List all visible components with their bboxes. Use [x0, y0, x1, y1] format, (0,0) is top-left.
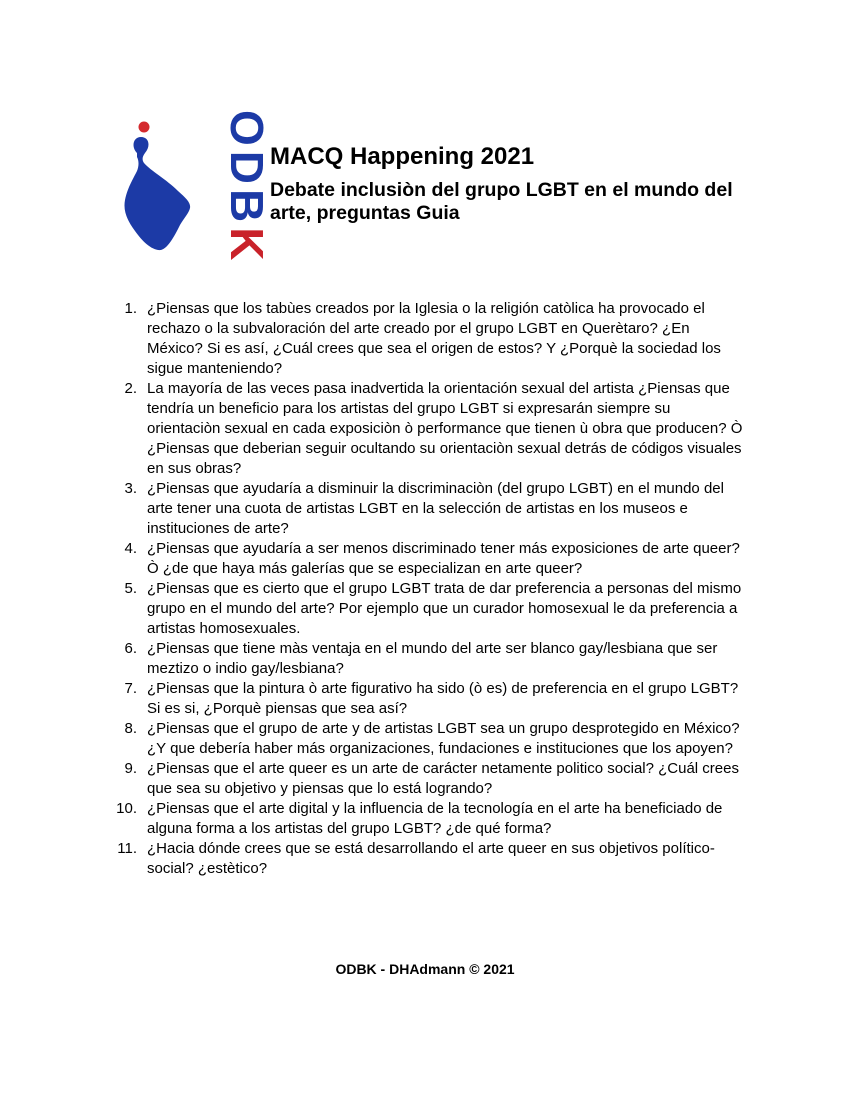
question-item: [100, 839, 750, 879]
question-text: ¿Piensas que la pintura ò arte figurativo ha sido (ò es) de preferencia en el grupo LGBT? Si es si, ¿Porquè piensas que sea así?: [147, 680, 739, 717]
page-title: MACQ Happening 2021: [270, 143, 535, 170]
question-item: [100, 579, 750, 639]
question-item: [100, 799, 750, 839]
question-number: 8.: [124, 720, 137, 737]
question-text: ¿Piensas que tiene màs ventaja en el mundo del arte ser blanco gay/lesbiana que ser meztizo o indio gay/lesbiana?: [147, 640, 718, 677]
question-text: ¿Hacia dónde crees que se está desarrollando el arte queer en sus objetivos político-social? ¿estètico?: [147, 840, 715, 877]
question-number: 9.: [124, 760, 137, 777]
odbk-letters-blue: ODB: [221, 110, 273, 228]
question-text: ¿Piensas que ayudaría a disminuir la discriminaciòn (del grupo LGBT) en el mundo del arte tener una cuota de artistas LGBT en la selección de artistas en los museos e instituciones de arte?: [147, 480, 724, 537]
question-text: ¿Piensas que el arte queer es un arte de carácter netamente politico social? ¿Cuál crees que sea su objetivo y piensas que lo está logrando?: [147, 760, 739, 797]
question-item: [100, 479, 750, 539]
question-item: [100, 639, 750, 679]
question-number: 10.: [116, 800, 137, 817]
logo-blob-icon: [124, 137, 190, 250]
question-text: ¿Piensas que ayudaría a ser menos discriminado tener más exposiciones de arte queer? Ò ¿de que haya más galerías que se especializan en arte queer?: [147, 540, 740, 577]
question-number: 1.: [124, 300, 137, 317]
question-item: [100, 539, 750, 579]
question-number: 6.: [124, 640, 137, 657]
question-number: 7.: [124, 680, 137, 697]
odbk-letter-red: K: [221, 227, 273, 266]
question-item: [100, 719, 750, 759]
question-item: [100, 679, 750, 719]
question-number: 4.: [124, 540, 137, 557]
question-text: ¿Piensas que los tabùes creados por la Iglesia o la religión catòlica ha provocado el rechazo o la subvaloración del arte creado por el grupo LGBT en Querètaro? ¿En México? Si es así, ¿Cuál crees que sea el origen de estos? Y ¿Porquè la sociedad los sigue manteniendo?: [147, 300, 721, 377]
question-text: ¿Piensas que es cierto que el grupo LGBT trata de dar preferencia a personas del mismo grupo en el mundo del arte? Por ejemplo que un curador homosexual le da preferencia a artistas homosexuales.: [147, 580, 742, 637]
odbk-wordmark: [221, 110, 273, 266]
question-number: 3.: [124, 480, 137, 497]
question-item: [100, 379, 750, 479]
question-text: ¿Piensas que el grupo de arte y de artistas LGBT sea un grupo desprotegido en México? ¿Y que debería haber más organizaciones, fundaciones e instituciones que los apoyen?: [147, 720, 740, 757]
page-subtitle: Debate inclusiòn del grupo LGBT en el mundo del arte, preguntas Guia: [270, 179, 733, 224]
question-item: [100, 299, 750, 379]
question-text: ¿Piensas que el arte digital y la influencia de la tecnología en el arte ha beneficiado de alguna forma a los artistas del grupo LGBT? ¿de qué forma?: [147, 800, 723, 837]
logo-red-dot-icon: [139, 122, 150, 133]
question-text: La mayoría de las veces pasa inadvertida la orientación sexual del artista ¿Piensas que tendría un beneficio para los artistas del grupo LGBT si expresarán siempre su orientaciòn sexual en cada exposiciòn ò performance que tienen ù obra que producen? Ò ¿Piensas que deberian seguir ocultando su orientaciòn sexual detrás de códigos visuales en sus obras?: [147, 380, 743, 477]
question-item: [100, 759, 750, 799]
question-number: 5.: [124, 580, 137, 597]
question-list: [100, 299, 750, 879]
question-number: 11.: [117, 840, 137, 857]
footer-credit: ODBK - DHAdmann © 2021: [335, 961, 515, 977]
question-number: 2.: [124, 380, 137, 397]
